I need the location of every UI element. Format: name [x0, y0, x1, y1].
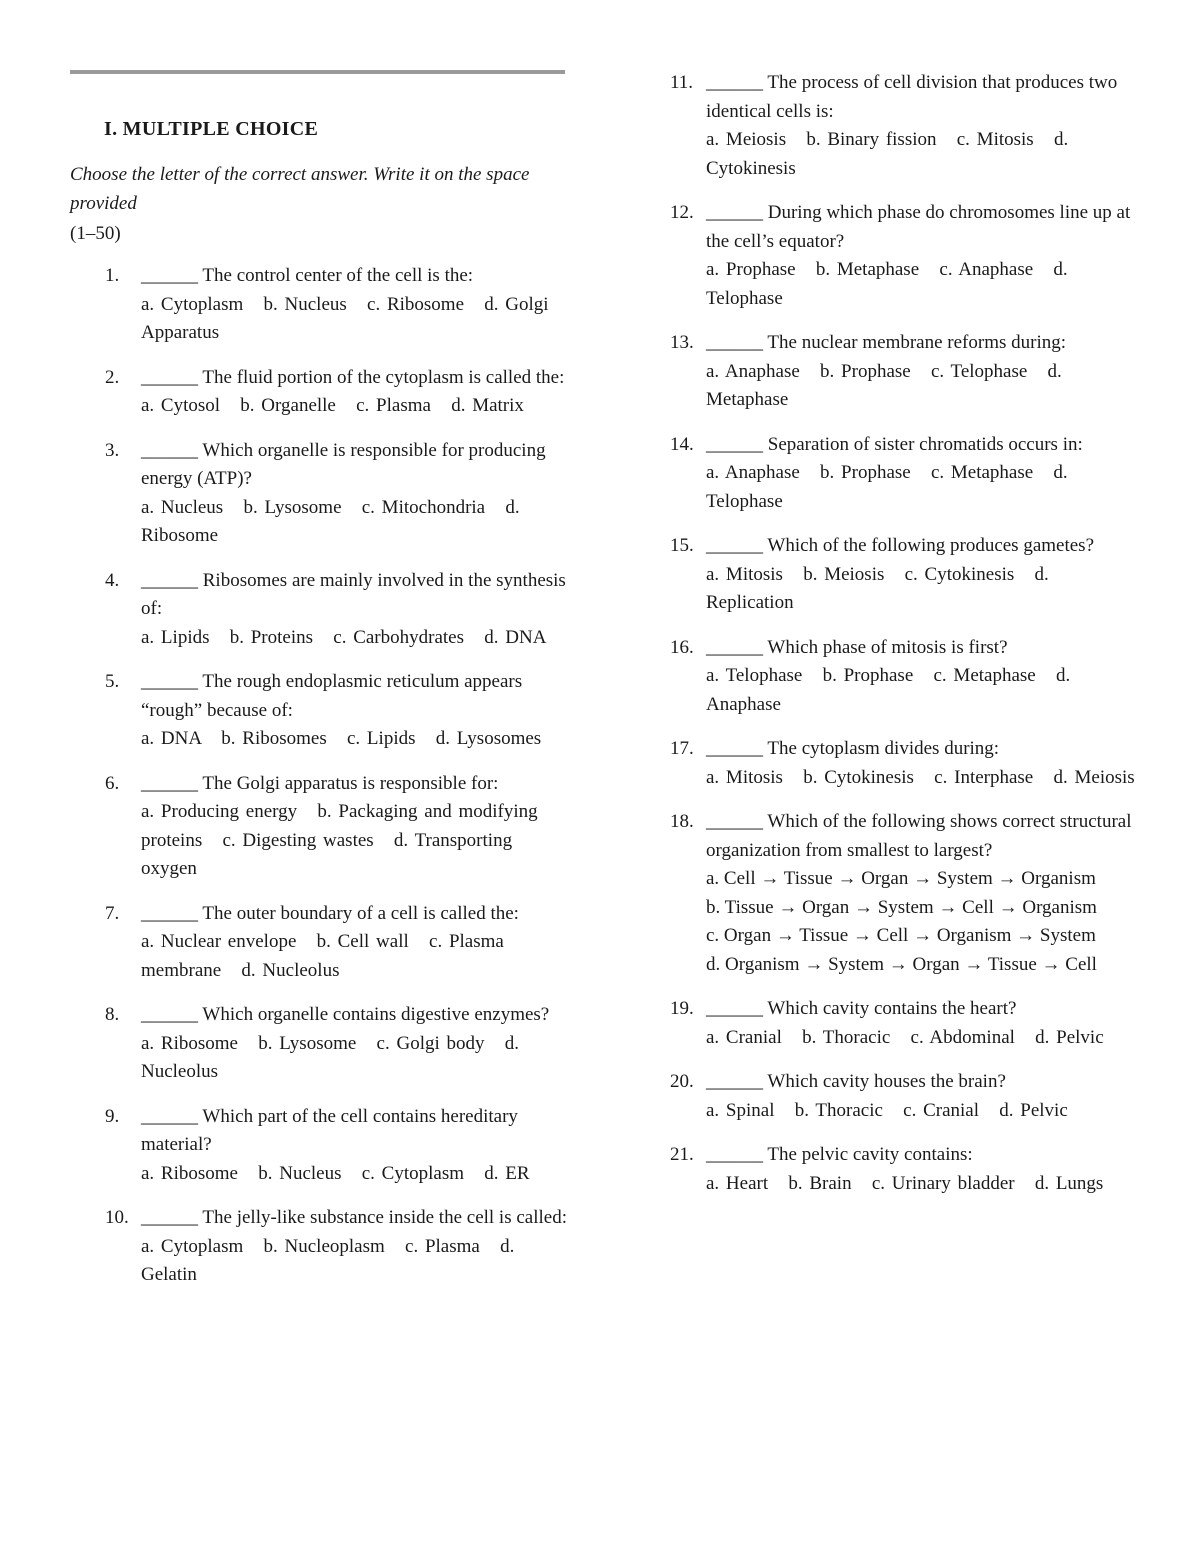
question-text: The jelly-like substance inside the cell is called:	[202, 1207, 567, 1228]
question-number: 12.	[670, 202, 694, 223]
answer-option: c. Organ → Tissue → Cell → Organism → System	[706, 925, 1096, 946]
answer-blank: ______	[706, 202, 763, 223]
question-number: 21.	[670, 1144, 694, 1165]
answer-choices: a. Anaphase b. Prophase c. Metaphase d. Telophase	[706, 462, 1075, 512]
answer-choices: a. Mitosis b. Meiosis c. Cytokinesis d. Replication	[706, 563, 1056, 613]
answer-choices: a. Heart b. Brain c. Urinary bladder d. Lungs	[706, 1172, 1104, 1194]
question-stem	[706, 1141, 1138, 1170]
question-number: 18.	[670, 811, 694, 832]
question-number: 11.	[670, 72, 694, 93]
question-stem	[706, 735, 1138, 764]
question-item	[668, 329, 1138, 415]
answer-blank: ______	[706, 1144, 763, 1165]
question-stem	[706, 808, 1138, 865]
question-item	[668, 1068, 1138, 1125]
answer-choices: a. Spinal b. Thoracic c. Cranial d. Pelvic	[706, 1099, 1068, 1121]
question-list-right	[668, 69, 1138, 1214]
answer-choices: a. Telophase b. Prophase c. Metaphase d. Anaphase	[706, 665, 1076, 715]
answer-blank: ______	[706, 1071, 763, 1092]
question-stem	[141, 1103, 570, 1160]
question-item	[70, 262, 570, 348]
question-number: 16.	[670, 636, 694, 658]
question-item	[70, 900, 570, 986]
question-text: Which part of the cell contains hereditary material?	[141, 1105, 518, 1155]
question-text: During which phase do chromosomes line up at the cell’s equator?	[706, 202, 1131, 252]
question-item	[668, 995, 1138, 1052]
question-stem	[706, 199, 1138, 256]
question-text: Separation of sister chromatids occurs in:	[767, 433, 1083, 455]
answer-choices: a. Ribosome b. Lysosome c. Golgi body d. Nucleolus	[141, 1032, 526, 1082]
answer-choices: a. Meiosis b. Binary fission c. Mitosis d. Cytokinesis	[706, 129, 1075, 179]
question-stem	[141, 364, 570, 393]
answer-choices: a. Anaphase b. Prophase c. Telophase d. Metaphase	[706, 360, 1069, 410]
question-text: The rough endoplasmic reticulum appears “rough” because of:	[141, 671, 523, 721]
question-item	[70, 1103, 570, 1189]
question-text: Which of the following produces gametes?	[767, 535, 1095, 556]
question-stem	[706, 1068, 1138, 1097]
answer-choices: a. Cranial b. Thoracic c. Abdominal d. Pelvic	[706, 1026, 1104, 1048]
question-text: Which organelle is responsible for producing energy (ATP)?	[141, 439, 546, 489]
answer-blank: ______	[706, 636, 763, 658]
question-number: 1.	[105, 265, 120, 286]
question-item	[70, 770, 570, 884]
question-text: Ribosomes are mainly involved in the synthesis of:	[141, 569, 566, 619]
question-text: The control center of the cell is the:	[202, 265, 474, 286]
question-text: Which phase of mitosis is first?	[767, 636, 1008, 658]
header-rule	[70, 70, 565, 74]
answer-choices: a. Prophase b. Metaphase c. Anaphase d. Telophase	[706, 259, 1075, 309]
section-title: I. MULTIPLE CHOICE	[104, 118, 319, 140]
question-stem	[141, 1204, 570, 1233]
question-list-left	[70, 262, 570, 1306]
question-text: Which cavity contains the heart?	[767, 998, 1017, 1019]
answer-blank: ______	[706, 535, 763, 556]
question-stem	[141, 437, 570, 494]
question-item	[70, 668, 570, 754]
answer-blank: ______	[141, 902, 198, 924]
answer-blank: ______	[706, 811, 763, 832]
question-text: Which cavity houses the brain?	[767, 1071, 1006, 1092]
answer-blank: ______	[141, 772, 198, 794]
question-item	[668, 431, 1138, 517]
question-item	[668, 808, 1138, 979]
answer-option: b. Tissue → Organ → System → Cell → Organism	[706, 896, 1097, 918]
question-item	[70, 364, 570, 421]
question-item	[668, 199, 1138, 313]
answer-choices: a. Cytoplasm b. Nucleus c. Ribosome d. Golgi Apparatus	[141, 293, 555, 343]
question-number: 8.	[105, 1004, 120, 1025]
answer-choices: a. Lipids b. Proteins c. Carbohydrates d. DNA	[141, 626, 547, 648]
question-text: Which organelle contains digestive enzymes?	[202, 1004, 550, 1025]
question-item	[668, 634, 1138, 720]
answer-blank: ______	[706, 332, 763, 353]
question-item	[70, 437, 570, 551]
answer-blank: ______	[141, 569, 198, 591]
question-stem	[141, 770, 570, 799]
question-stem	[141, 900, 570, 929]
question-item	[668, 1141, 1138, 1198]
answer-blank: ______	[141, 366, 198, 388]
question-text: The Golgi apparatus is responsible for:	[202, 772, 499, 794]
answer-blank: ______	[141, 439, 198, 461]
answer-choices: a. Mitosis b. Cytokinesis c. Interphase d. Meiosis	[706, 766, 1135, 788]
question-stem	[706, 995, 1138, 1024]
question-number: 19.	[670, 998, 694, 1019]
instructions: Choose the letter of the correct answer. Write it on the space provided	[70, 164, 530, 214]
answer-choices: a. DNA b. Ribosomes c. Lipids d. Lysosomes	[141, 728, 542, 749]
answer-choices: a. Nuclear envelope b. Cell wall c. Plasma membrane d. Nucleolus	[141, 931, 511, 981]
question-item	[70, 1204, 570, 1290]
question-item	[70, 567, 570, 653]
question-stem	[706, 634, 1138, 663]
answer-blank: ______	[141, 1004, 198, 1025]
question-number: 6.	[105, 772, 120, 794]
answer-blank: ______	[706, 738, 763, 759]
answer-choices: a. Ribosome b. Nucleus c. Cytoplasm d. ER	[141, 1162, 530, 1184]
question-number: 5.	[105, 671, 120, 692]
question-number: 15.	[670, 535, 694, 556]
question-text: The cytoplasm divides during:	[767, 738, 1000, 759]
answer-blank: ______	[141, 1207, 198, 1228]
question-number: 4.	[105, 569, 120, 591]
question-number: 7.	[105, 902, 120, 924]
question-number: 13.	[670, 332, 694, 353]
question-number: 17.	[670, 738, 694, 759]
answer-choices: a. Producing energy b. Packaging and modifying proteins c. Digesting wastes d. Transporting oxygen	[141, 801, 545, 879]
question-stem	[141, 567, 570, 624]
question-stem	[706, 431, 1138, 460]
answer-blank: ______	[706, 433, 763, 455]
question-item	[70, 1001, 570, 1087]
question-number: 2.	[105, 366, 120, 388]
question-stem	[141, 668, 570, 725]
answer-blank: ______	[141, 671, 198, 692]
question-text: The pelvic cavity contains:	[767, 1144, 973, 1165]
question-number: 20.	[670, 1071, 694, 1092]
question-item	[668, 735, 1138, 792]
question-stem	[706, 532, 1138, 561]
question-item	[668, 532, 1138, 618]
answer-blank: ______	[706, 998, 763, 1019]
answer-choices: a. Cytosol b. Organelle c. Plasma d. Matrix	[141, 395, 524, 416]
answer-blank: ______	[141, 1105, 198, 1127]
question-text: The nuclear membrane reforms during:	[767, 332, 1067, 353]
question-number: 9.	[105, 1105, 120, 1127]
question-stem	[141, 262, 570, 291]
question-text: The process of cell division that produces two identical cells is:	[706, 72, 1118, 122]
answer-blank: ______	[706, 72, 763, 93]
question-number: 10.	[105, 1207, 129, 1228]
question-number: 14.	[670, 433, 694, 455]
answer-choices: a. Cytoplasm b. Nucleoplasm c. Plasma d. Gelatin	[141, 1235, 522, 1285]
question-item	[668, 69, 1138, 183]
answer-option: a. Cell → Tissue → Organ → System → Organism	[706, 868, 1096, 889]
question-text: The fluid portion of the cytoplasm is called the:	[202, 366, 565, 388]
question-number: 3.	[105, 439, 120, 461]
question-stem	[706, 69, 1138, 126]
question-stem	[141, 1001, 570, 1030]
answer-choices: a. Nucleus b. Lysosome c. Mitochondria d. Ribosome	[141, 496, 527, 546]
question-text: Which of the following shows correct structural organization from smallest to largest?	[706, 811, 1132, 861]
answer-blank: ______	[141, 265, 198, 286]
question-range: (1–50)	[70, 223, 121, 244]
question-stem	[706, 329, 1138, 358]
answer-option: d. Organism → System → Organ → Tissue → Cell	[706, 953, 1097, 975]
question-text: The outer boundary of a cell is called the:	[202, 902, 519, 924]
